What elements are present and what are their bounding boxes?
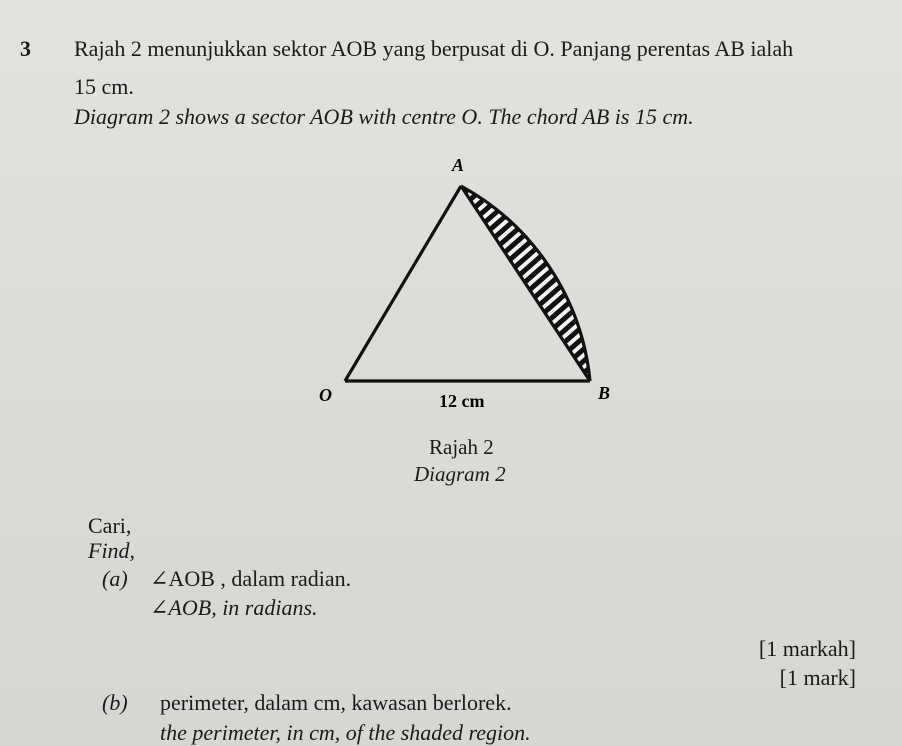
- part-a-english: ∠AOB, in radians.: [150, 595, 318, 620]
- question-malay-line1: Rajah 2 menunjukkan sektor AOB yang berpusat di O. Panjang perentas AB ialah: [74, 36, 794, 61]
- shaded-segment: [452, 151, 624, 390]
- label-B: B: [598, 383, 611, 403]
- part-a-label: (a): [102, 566, 128, 591]
- part-b-malay: perimeter, dalam cm, kawasan berlorek.: [160, 690, 512, 715]
- radius-OA: [345, 186, 461, 381]
- label-A: A: [452, 155, 465, 175]
- question-number: 3: [20, 36, 31, 61]
- part-b-english: the perimeter, in cm, of the shaded region.: [160, 720, 531, 745]
- part-a-marks-malay: [1 markah]: [758, 636, 856, 661]
- caption-english: Diagram 2: [414, 462, 506, 486]
- part-a-malay: ∠AOB , dalam radian.: [150, 566, 352, 591]
- label-radius: 12 cm: [439, 391, 485, 411]
- question-malay-line2: 15 cm.: [74, 74, 134, 99]
- part-b-label: (b): [102, 690, 128, 715]
- caption-malay: Rajah 2: [429, 435, 494, 459]
- label-O: O: [319, 385, 332, 405]
- part-a-marks-english: [1 mark]: [779, 665, 856, 690]
- chord-AB: [461, 186, 590, 381]
- hatch-line: [467, 173, 500, 202]
- question-english: Diagram 2 shows a sector AOB with centre O. The chord AB is 15 cm.: [74, 104, 694, 129]
- find-english: Find,: [88, 538, 136, 563]
- find-malay: Cari,: [88, 513, 132, 538]
